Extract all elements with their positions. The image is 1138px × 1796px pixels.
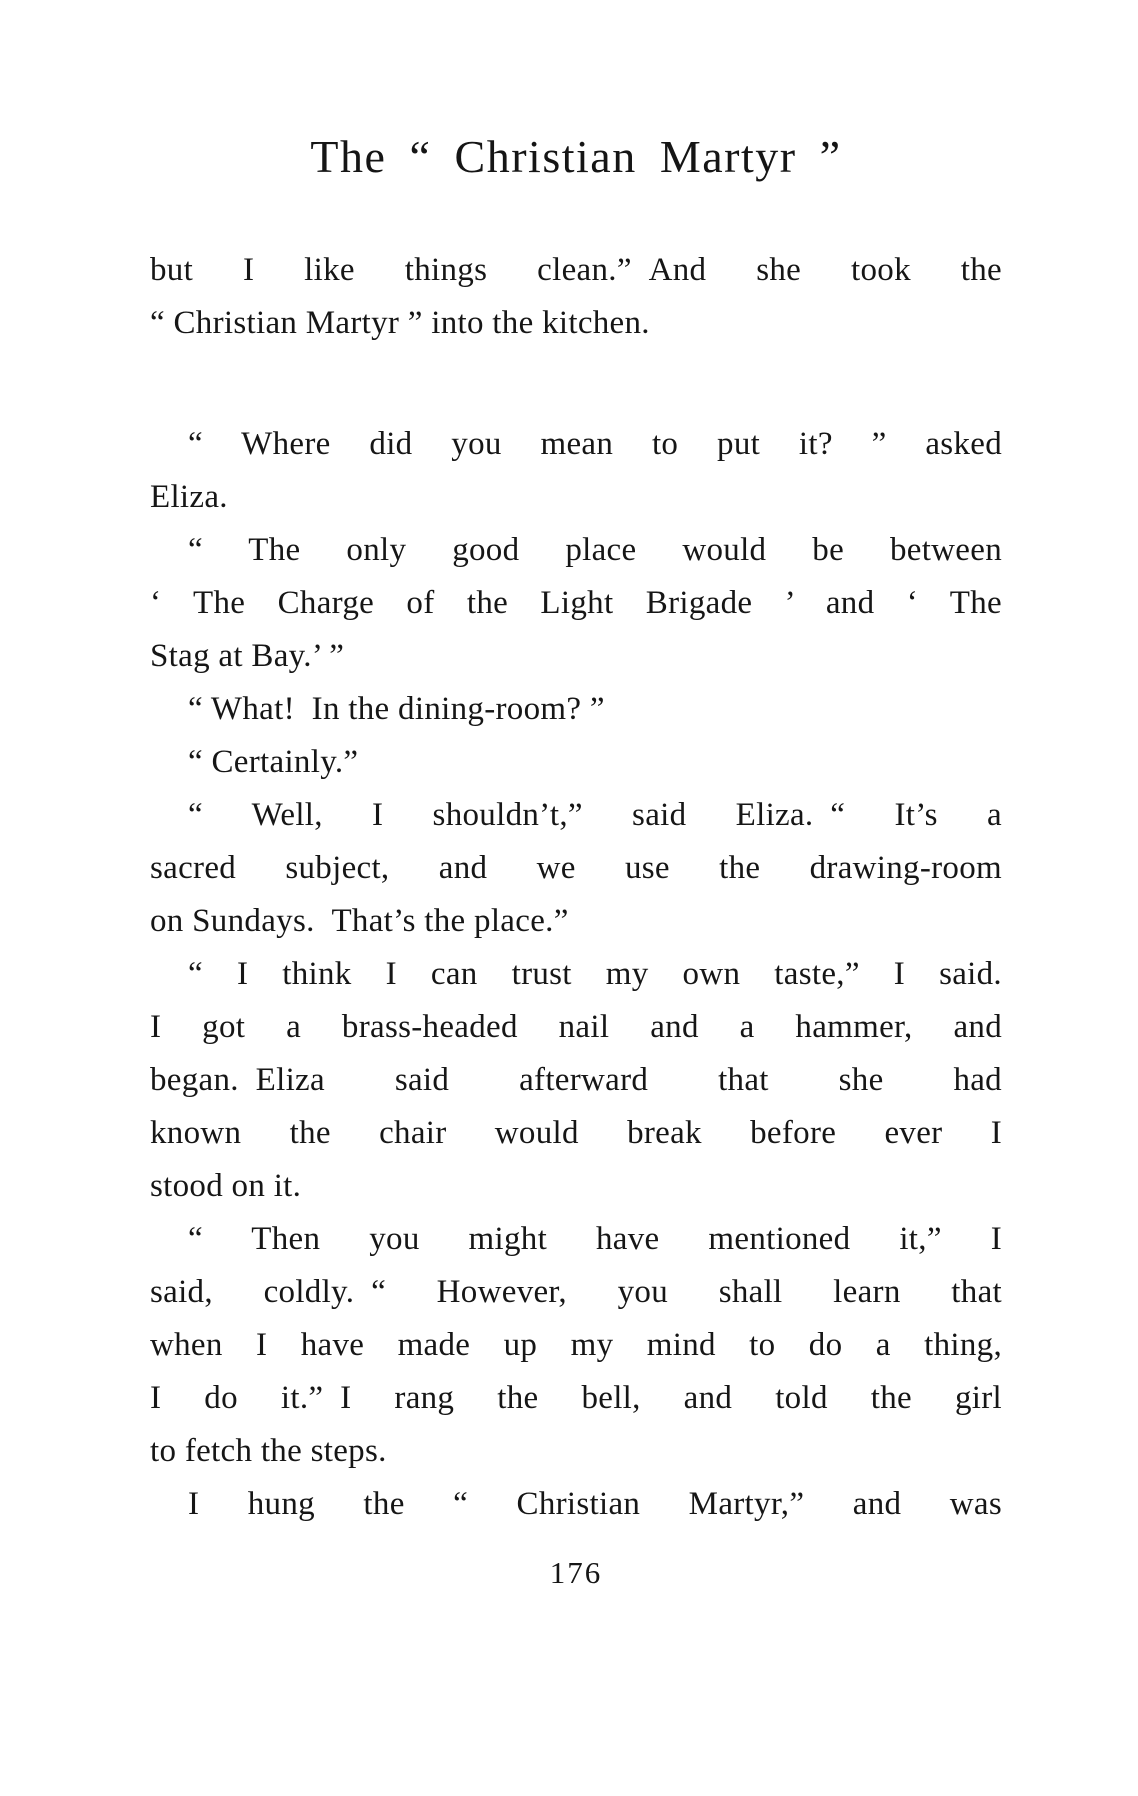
text-line: ‘ The Charge of the Light Brigade ’ and ‘ The bbox=[150, 585, 1002, 621]
text-line: known the chair would break before ever I bbox=[150, 1115, 1002, 1151]
text-line: when I have made up my mind to do a thing, bbox=[150, 1327, 1002, 1363]
paragraph bbox=[150, 1213, 1002, 1478]
text-line: “ Where did you mean to put it? ” asked bbox=[188, 426, 1002, 462]
text-line: but I like things clean.” And she took the bbox=[150, 252, 1002, 288]
paragraph bbox=[150, 1478, 1002, 1531]
text-line: “ Well, I shouldn’t,” said Eliza. “ It’s a bbox=[188, 797, 1002, 833]
paragraph bbox=[150, 789, 1002, 948]
paragraph bbox=[150, 683, 1002, 736]
text-line: “ The only good place would be between bbox=[188, 532, 1002, 568]
paragraph bbox=[150, 948, 1002, 1213]
text-line: on Sundays. That’s the place.” bbox=[150, 903, 569, 939]
text-line: I hung the “ Christian Martyr,” and was bbox=[188, 1486, 1002, 1522]
page-title: The “ Christian Martyr ” bbox=[310, 131, 842, 182]
text-line: began. Eliza said afterward that she had bbox=[150, 1062, 1002, 1098]
page-number: 176 bbox=[549, 1555, 603, 1590]
text-line: “ Then you might have mentioned it,” I bbox=[188, 1221, 1002, 1257]
paragraph bbox=[150, 418, 1002, 524]
text-line: Eliza. bbox=[150, 479, 228, 515]
text-line: said, coldly. “ However, you shall learn that bbox=[150, 1274, 1002, 1310]
text-line: “ I think I can trust my own taste,” I said. bbox=[188, 956, 1002, 992]
text-line: I do it.” I rang the bell, and told the girl bbox=[150, 1380, 1002, 1416]
text-line: stood on it. bbox=[150, 1168, 302, 1204]
text-line: sacred subject, and we use the drawing-room bbox=[150, 850, 1002, 886]
paragraph bbox=[150, 736, 1002, 789]
text-line: “ Certainly.” bbox=[188, 744, 359, 780]
text-line: Stag at Bay.’ ” bbox=[150, 638, 345, 674]
text-line: “ What! In the dining-room? ” bbox=[188, 691, 605, 727]
paragraph bbox=[150, 524, 1002, 683]
text-line: “ Christian Martyr ” into the kitchen. bbox=[150, 305, 650, 341]
text-line: to fetch the steps. bbox=[150, 1433, 387, 1469]
page-body bbox=[150, 244, 1002, 1531]
text-line: I got a brass-headed nail and a hammer, and bbox=[150, 1009, 1002, 1045]
paragraph bbox=[150, 244, 1002, 350]
